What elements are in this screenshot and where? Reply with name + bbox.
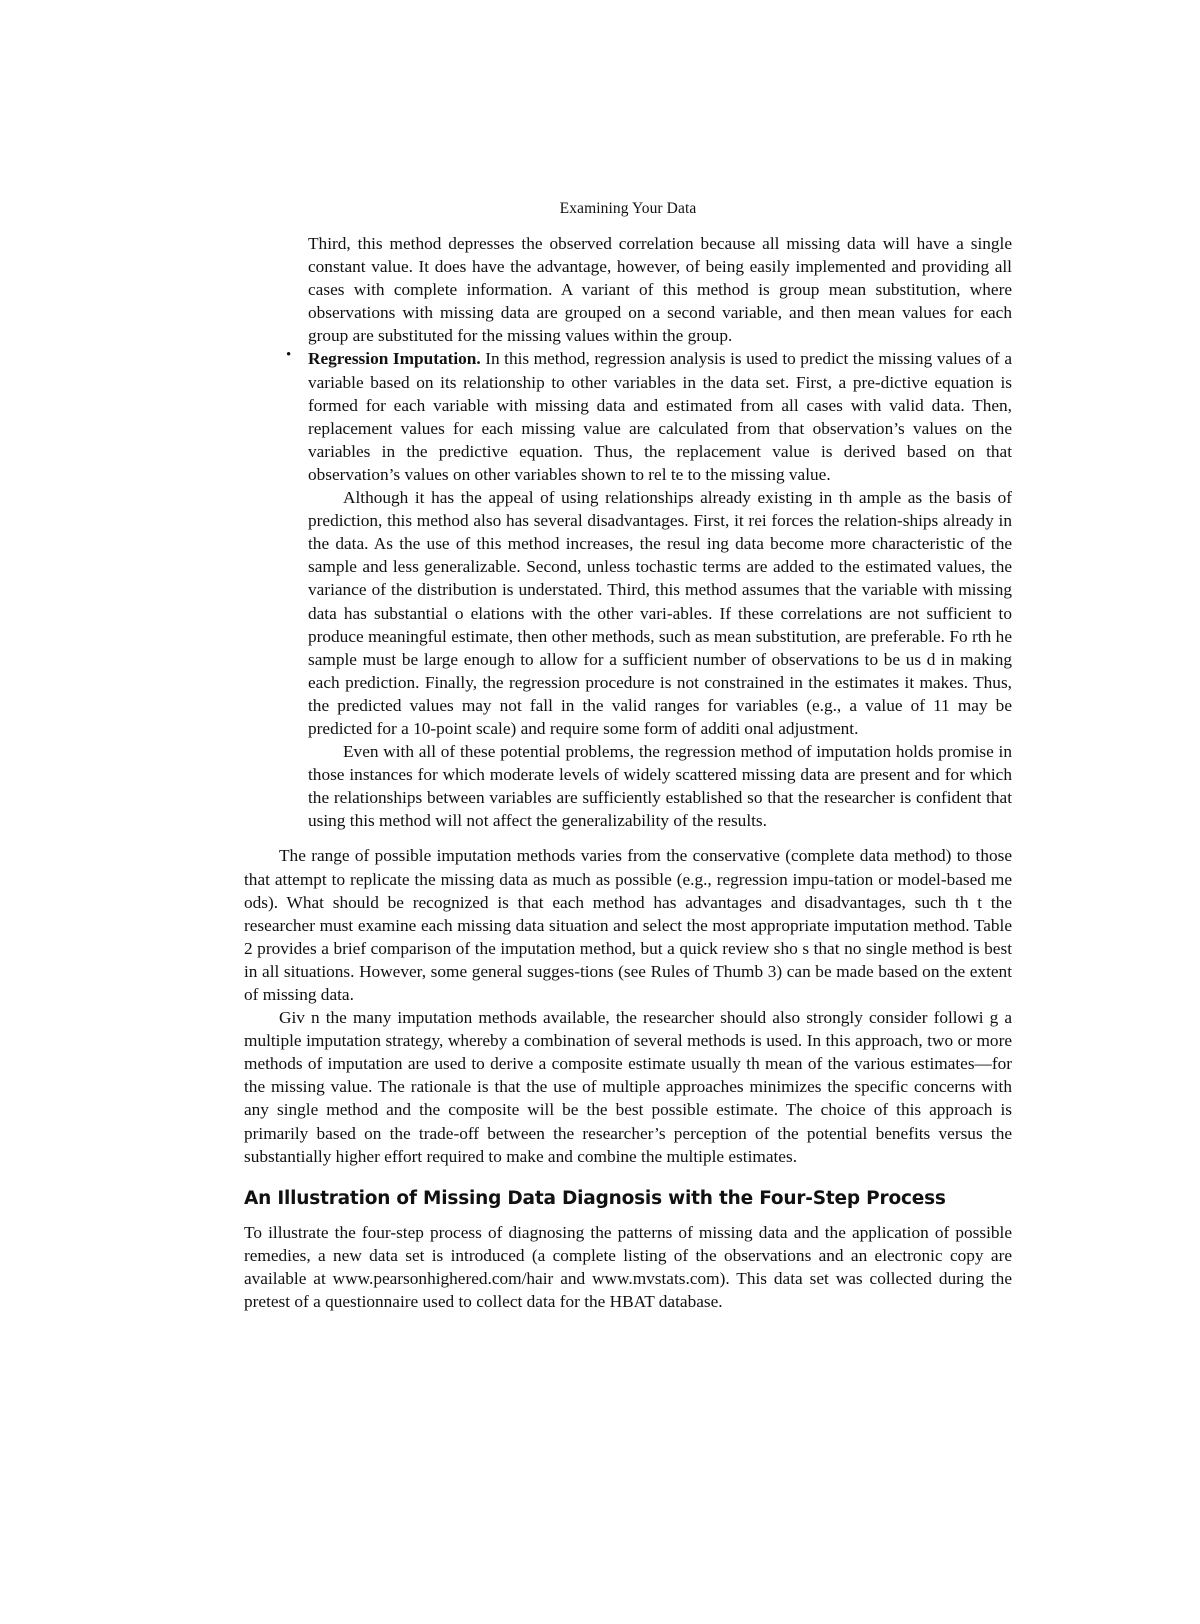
section-heading: An Illustration of Missing Data Diagnosis with the Four-Step Process	[244, 1187, 946, 1209]
bullet-paragraph-2: Although it has the appeal of using relationships already existing in th ample as the basis of prediction, this method also has several disadvantages. First, it rei forces the relation-ships already in the data. As the use of this method increases, the resul ing data become more characteristic of the sample and less generalizable. Second, unless tochastic terms are added to the estimated values, the variance of the distribution is understated. Third, this method assumes that the variable with missing data has substantial o elations with the other vari-ables. If these correlations are not sufficient to produce meaningful estimate, then other methods, such as mean substitution, are preferable. Fo rth he sample must be large enough to allow for a sufficient number of observations to be us d in making each prediction. Finally, the regression procedure is not constrained in the estimates it makes. Thus, the predicted values may not fall in the valid ranges for variables (e.g., a value of 11 may be predicted for a 10-point scale) and require some form of additi onal adjustment.	[308, 488, 1012, 738]
body-paragraph-1: The range of possible imputation methods varies from the conservative (complete data method) to those that attempt to replicate the missing data as much as possible (e.g., regression impu-tation or model-based me ods). What should be recognized is that each method has advantages and disadvantages, such th t the researcher must examine each missing data situation and select the most appropriate imputation method. Table 2 provides a brief comparison of the imputation method, but a quick review sho s that no single method is best in all situations. However, some general sugges-tions (see Rules of Thumb 3) can be made based on the extent of missing data.	[244, 846, 1012, 1004]
bullet-text: In this method, regression analysis is used to predict the missing values of a variable based on its relationship to other variables in the data set. First, a pre-dictive equation is formed for each variable with missing data and estimated from all cases with valid data. Then, replacement values for each missing value are calculated from that observation’s values on the variables in the predictive equation. Thus, the replacement value is derived based on that observation’s values on other variables shown to rel te to the missing value.	[308, 349, 1012, 484]
run-in-term: Regression Imputation.	[308, 349, 481, 369]
indented-block	[286, 232, 1012, 832]
body-paragraph-2: Giv n the many imputation methods available, the researcher should also strongly consider followi g a multiple imputation strategy, whereby a combination of several methods is used. In this approach, two or more methods of imputation are used to derive a composite estimate usually th mean of the various estimates—for the missing value. The rationale is that the use of multiple approaches minimizes the specific concerns with any single method and the composite will be the best possible estimate. The choice of this approach is primarily based on the trade-off between the researcher’s perception of the potential benefits versus the substantially higher effort required to make and combine the multiple estimates.	[244, 1008, 1012, 1166]
bullet-paragraph-3: Even with all of these potential problems, the regression method of imputation holds promise in those instances for which moderate levels of widely scattered missing data are present and for which the relationships between variables are sufficiently established so that the researcher is confident that using this method will not affect the generalizability of the results.	[308, 742, 1012, 831]
continuation-paragraph: Third, this method depresses the observed correlation because all missing data will have a single constant value. It does have the advantage, however, of being easily implemented and providing all cases with complete information. A variant of this method is group mean substitution, where observations with missing data are grouped on a second variable, and then mean values for each group are substituted for the missing values within the group.	[308, 234, 1012, 346]
section-paragraph: To illustrate the four-step process of diagnosing the patterns of missing data and the application of possible remedies, a new data set is introduced (a complete listing of the observations and an electronic copy are available at www.pearsonhighered.com/hair and www.mvstats.com). This data set was collected during the pretest of a questionnaire used to collect data for the HBAT database.	[244, 1222, 1012, 1312]
running-head: Examining Your Data	[559, 200, 697, 217]
bullet-item-regression-imputation	[286, 347, 1012, 486]
document-page	[244, 200, 1012, 1313]
bullet-icon: •	[286, 347, 292, 364]
bullet-paragraph	[308, 347, 1012, 486]
